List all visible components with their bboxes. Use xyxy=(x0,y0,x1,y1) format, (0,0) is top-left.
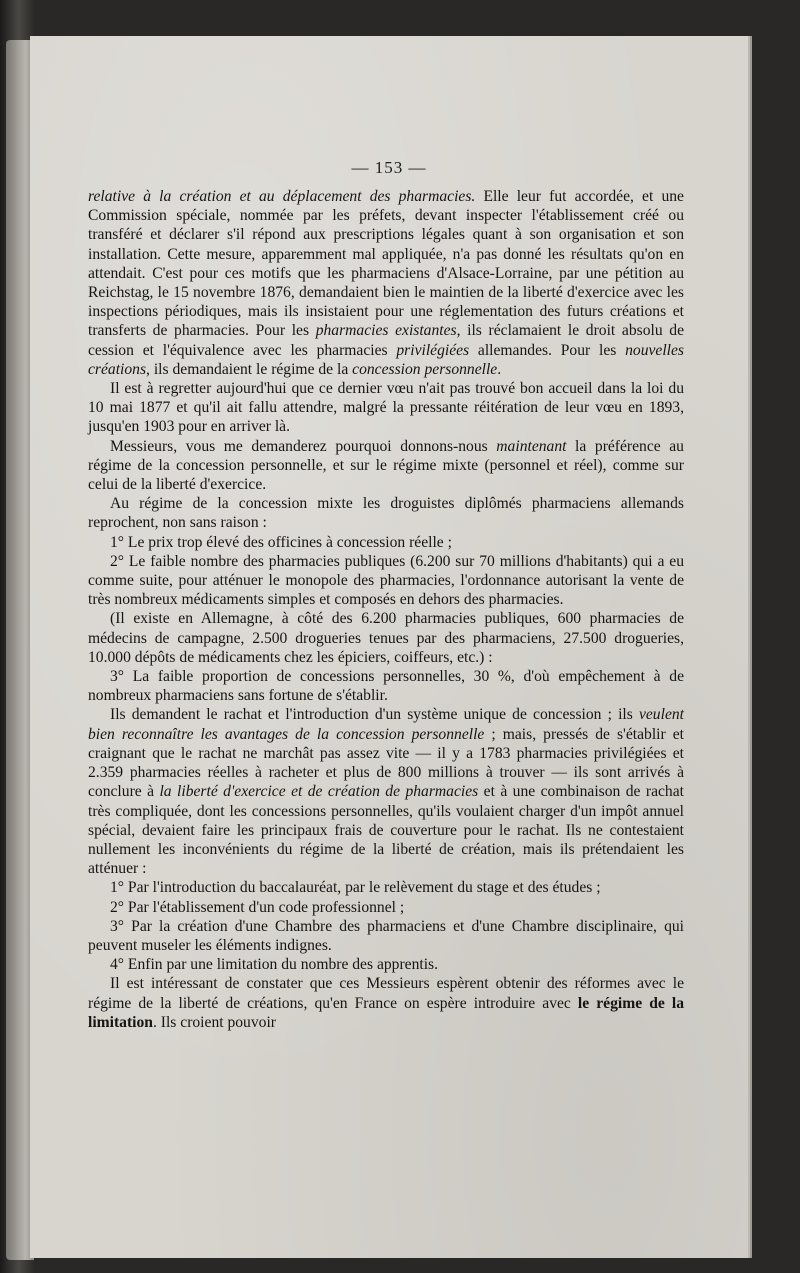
text-run: Il est à regretter aujourd'hui que ce dernier vœu n'ait pas trouvé bon accueil dans la loi du 10 mai 1877 et qu'il ait fallu attendre, malgré la pressante réitération de leur vœu en 1893, jusqu'en 1903 pour en arriver là. xyxy=(88,380,684,436)
text-run: Elle leur fut accordée, et une Commission spéciale, nommée par les préfets, devant inspecter l'établissement créé ou transféré et déclarer s'il répond aux prescriptions légales quant à son organisation et son installation. Cette mesure, apparemment mal appliquée, n'a pas donné les résultats qu'on en attendait. C'est pour ces motifs que les pharmaciens d'Alsace-Lorraine, par une pétition au Reichstag, le 15 novembre 1876, demandaient bien le maintien de la liberté d'exercice avec les inspections périodiques, mais ils insistaient pour une réglementation des futurs créations et transferts de pharmacies. Pour les xyxy=(88,188,684,340)
italic-text: la liberté d'exercice et de création de pharmacies xyxy=(159,783,479,801)
paragraph xyxy=(88,974,684,1032)
text-run: et à une combinaison de rachat très compliquée, dont les concessions personnelles, qu'ils voulaient charger d'un impôt annuel spécial, devaient faire les principaux frais de couverture pour le rachat. Ils ne contestaient nullement les inconvénients du régime de la liberté de création, mais ils prétendaient les atténuer : xyxy=(88,783,684,878)
book-page xyxy=(30,36,748,1258)
text-run: 3° La faible proportion de concessions personnelles, 30 %, d'où empêchement à de nombreux pharmaciens sans fortune de s'établir. xyxy=(88,668,684,705)
paragraph xyxy=(88,187,684,379)
text-run: Messieurs, vous me demanderez pourquoi donnons-nous xyxy=(110,437,497,455)
paragraph xyxy=(88,878,684,897)
paragraph xyxy=(88,533,684,552)
italic-text: privilégiées xyxy=(396,341,470,359)
paragraph xyxy=(88,609,684,667)
text-run: allemandes. Pour les xyxy=(469,341,626,359)
text-run: 2° Le faible nombre des pharmacies publiques (6.200 sur 70 millions d'habitants) qui a eu comme suite, pour atténuer le monopole des pharmacies, l'ordonnance autorisant la vente de très nombreux médicaments simples et composés en dehors des pharmacies. xyxy=(88,552,684,609)
italic-text: relative à la création et au déplacement des pharmacies. xyxy=(88,188,476,205)
italic-text: maintenant xyxy=(496,437,567,455)
page-number: — 153 — xyxy=(351,158,427,177)
text-run: , ils réclamaient le droit absolu de cession et l'équivalence avec les pharmacies xyxy=(88,322,684,359)
text-run: ; mais, pressés de s'établir et craignant que le rachat ne marchât pas assez vite — il y a 1783 pharmacies privilégiées et 2.359 pharmacies réelles à racheter et plus de 800 millions à trouver — ils sont arrivés à conclure à xyxy=(88,725,684,801)
paragraph xyxy=(88,552,684,610)
bold-text: le régime de la limitation xyxy=(88,994,684,1031)
text-run: , ils demandaient le régime de la xyxy=(146,360,353,378)
text-run: 2° Par l'établissement d'un code professionnel ; xyxy=(110,898,405,916)
text-run: (Il existe en Allemagne, à côté des 6.200 pharmacies publiques, 600 pharmacies de médecins de campagne, 2.500 drogueries tenues par des pharmaciens, 27.500 drogueries, 10.000 dépôts de médicaments chez les épiciers, coiffeurs, etc.) : xyxy=(88,610,684,666)
paragraph xyxy=(88,705,684,878)
paragraph xyxy=(88,917,684,955)
text-run: Ils demandent le rachat et l'introduction d'un système unique de concession ; ils xyxy=(110,706,639,724)
text-run: . xyxy=(497,360,502,378)
text-run: Il est intéressant de constater que ces Messieurs espèrent obtenir des réformes avec le régime de la liberté de créations, qu'en France on espère introduire avec xyxy=(88,975,684,1012)
italic-text: veulent bien reconnaître les avantages de la concession personnelle xyxy=(88,706,684,743)
paragraph xyxy=(88,494,684,532)
italic-text: concession personnelle xyxy=(352,360,498,378)
text-run: la préférence au régime de la concession personnelle, et sur le régime mixte (personnel et réel), comme sur celui de la liberté d'exercice. xyxy=(88,437,684,494)
text-run: 1° Le prix trop élevé des officines à concession réelle ; xyxy=(110,533,452,551)
text-run: . Ils croient pouvoir xyxy=(152,1013,276,1031)
body-text xyxy=(88,187,684,1032)
italic-text: pharmacies existantes xyxy=(315,322,457,340)
text-run: 4° Enfin par une limitation du nombre des apprentis. xyxy=(110,956,439,974)
paragraph xyxy=(88,667,684,705)
text-run: 1° Par l'introduction du baccalauréat, par le relèvement du stage et des études ; xyxy=(110,879,601,897)
paragraph xyxy=(88,379,684,437)
paragraph xyxy=(88,898,684,917)
paragraph xyxy=(88,437,684,495)
paragraph xyxy=(88,955,684,974)
italic-text: nouvelles créations xyxy=(88,341,684,378)
text-run: 3° Par la création d'une Chambre des pharmaciens et d'une Chambre disciplinaire, qui peuvent museler les éléments indignes. xyxy=(88,917,684,954)
text-run: Au régime de la concession mixte les droguistes diplômés pharmaciens allemands reprochent, non sans raison : xyxy=(88,495,684,532)
